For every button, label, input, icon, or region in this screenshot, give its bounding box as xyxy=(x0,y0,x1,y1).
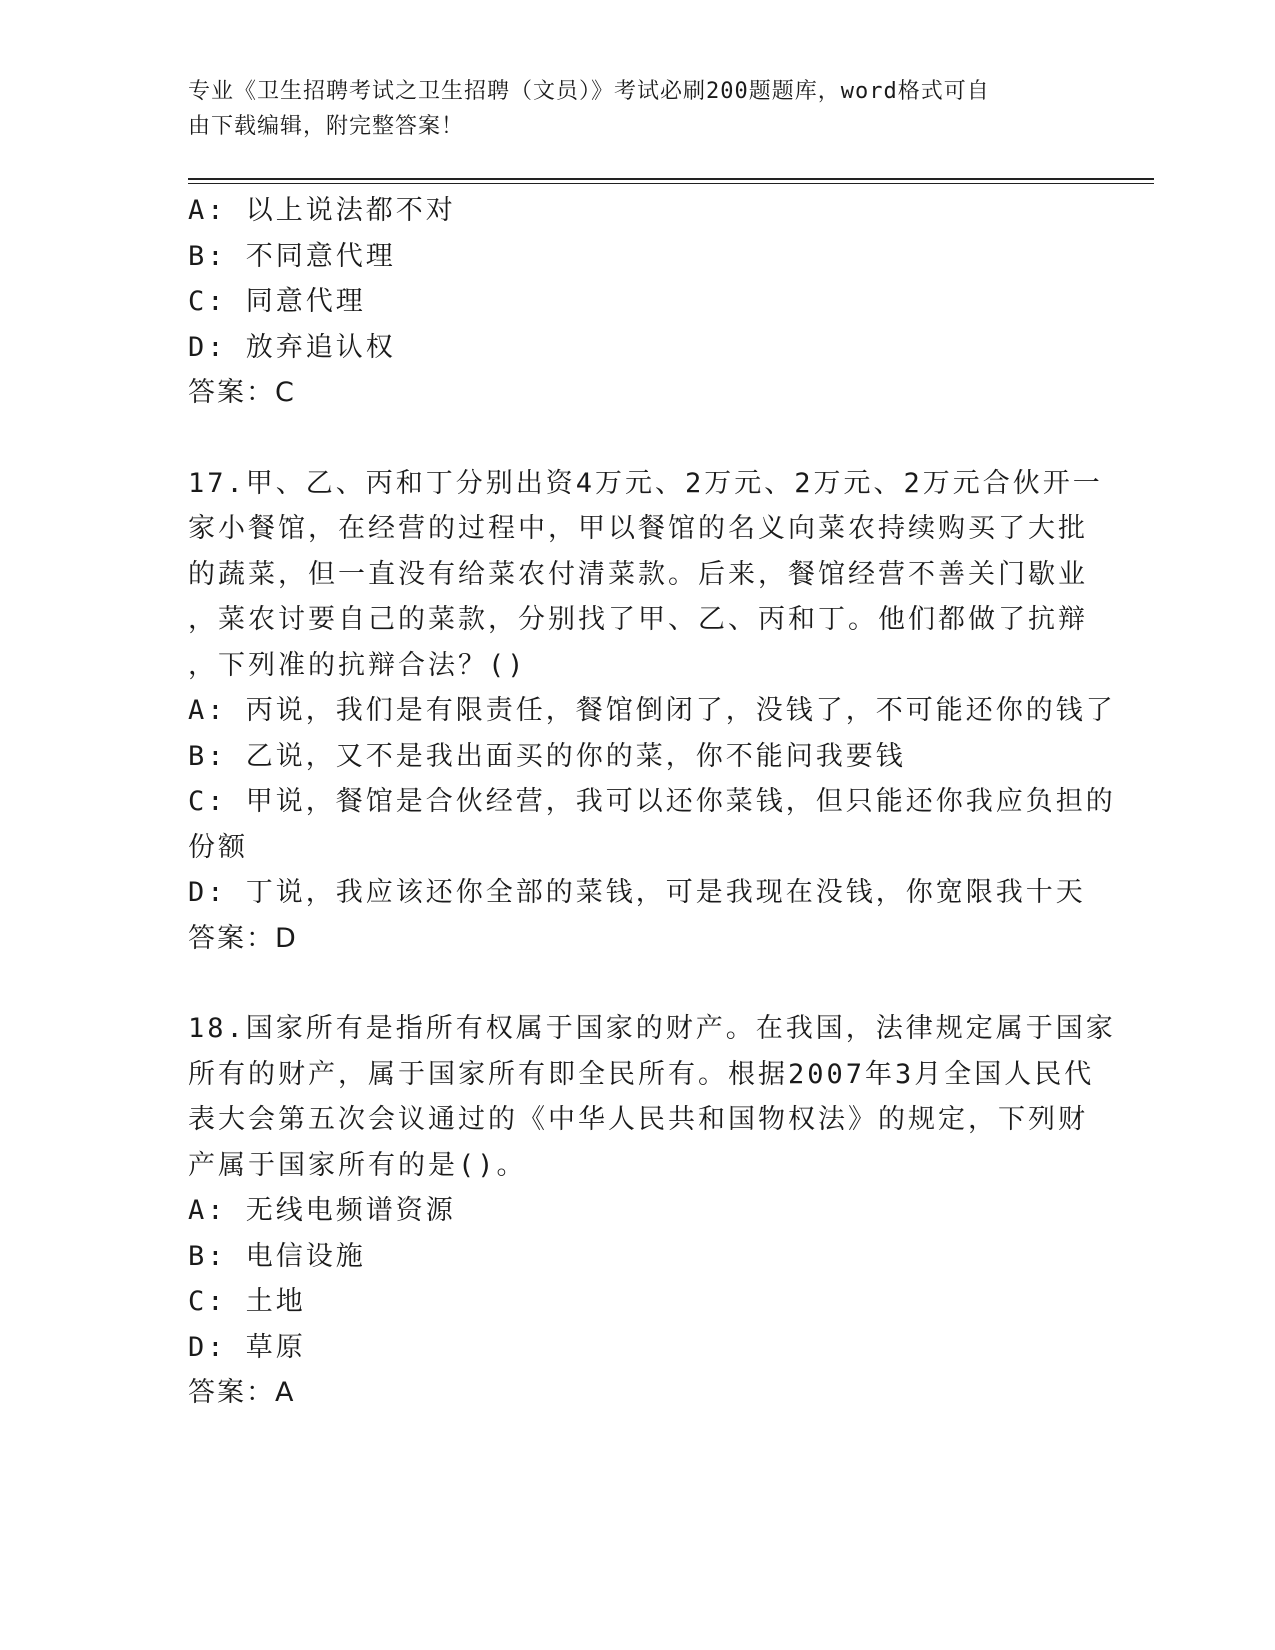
option-a: A: 以上说法都不对 xyxy=(188,195,456,226)
question-stem-line: ，菜农讨要自己的菜款，分别找了甲、乙、丙和丁。他们都做了抗辩 xyxy=(188,604,1088,635)
answer-line: 答案：C xyxy=(188,377,296,408)
header-divider-thin xyxy=(188,183,1154,184)
question-stem-line: 所有的财产，属于国家所有即全民所有。根据2007年3月全国人民代 xyxy=(188,1058,1095,1090)
question-stem-line: 表大会第五次会议通过的《中华人民共和国物权法》的规定，下列财 xyxy=(188,1104,1088,1135)
option-b: B: 电信设施 xyxy=(188,1240,366,1272)
option-b: B: 不同意代理 xyxy=(188,240,396,272)
question-16 xyxy=(188,188,1088,416)
header-divider-thick xyxy=(188,178,1154,180)
question-stem-line: 的蔬菜，但一直没有给菜农付清菜款。后来，餐馆经营不善关门歇业 xyxy=(188,558,1088,590)
option-c: C: 土地 xyxy=(188,1286,306,1317)
question-spacer xyxy=(188,416,1088,461)
question-stem-line: 17.甲、乙、丙和丁分别出资4万元、2万元、2万元、2万元合伙开一 xyxy=(188,467,1103,499)
question-stem-line: 18.国家所有是指所有权属于国家的财产。在我国，法律规定属于国家 xyxy=(188,1013,1116,1044)
question-18 xyxy=(188,1006,1116,1416)
question-spacer xyxy=(188,961,1088,1006)
question-17 xyxy=(188,461,1116,962)
question-content xyxy=(188,188,1116,1416)
option-b: B: 乙说，又不是我出面买的你的菜，你不能问我要钱 xyxy=(188,740,906,772)
header-line-2: 由下载编辑，附完整答案！ xyxy=(188,114,465,139)
question-stem-line: 产属于国家所有的是()。 xyxy=(188,1149,527,1181)
option-a: A: 无线电频谱资源 xyxy=(188,1195,456,1226)
option-a: A: 丙说，我们是有限责任，餐馆倒闭了，没钱了，不可能还你的钱了 xyxy=(188,695,1116,726)
option-c: C: 同意代理 xyxy=(188,286,366,317)
question-stem-line: 家小餐馆，在经营的过程中，甲以餐馆的名义向菜农持续购买了大批 xyxy=(188,513,1088,544)
answer-line: 答案：A xyxy=(188,1377,296,1408)
answer-line: 答案：D xyxy=(188,922,298,954)
option-c: C: 甲说，餐馆是合伙经营，我可以还你菜钱，但只能还你我应负担的 xyxy=(188,786,1116,817)
option-d: D: 丁说，我应该还你全部的菜钱，可是我现在没钱，你宽限我十天 xyxy=(188,877,1086,908)
option-d: D: 放弃追认权 xyxy=(188,331,396,363)
document-header xyxy=(188,74,1088,144)
header-line-1: 专业《卫生招聘考试之卫生招聘（文员）》考试必刷200题题库，word格式可自 xyxy=(188,79,990,104)
question-stem-line: ，下列准的抗辩合法？() xyxy=(188,649,527,681)
option-c-continued: 份额 xyxy=(188,831,248,863)
option-d: D: 草原 xyxy=(188,1331,306,1363)
